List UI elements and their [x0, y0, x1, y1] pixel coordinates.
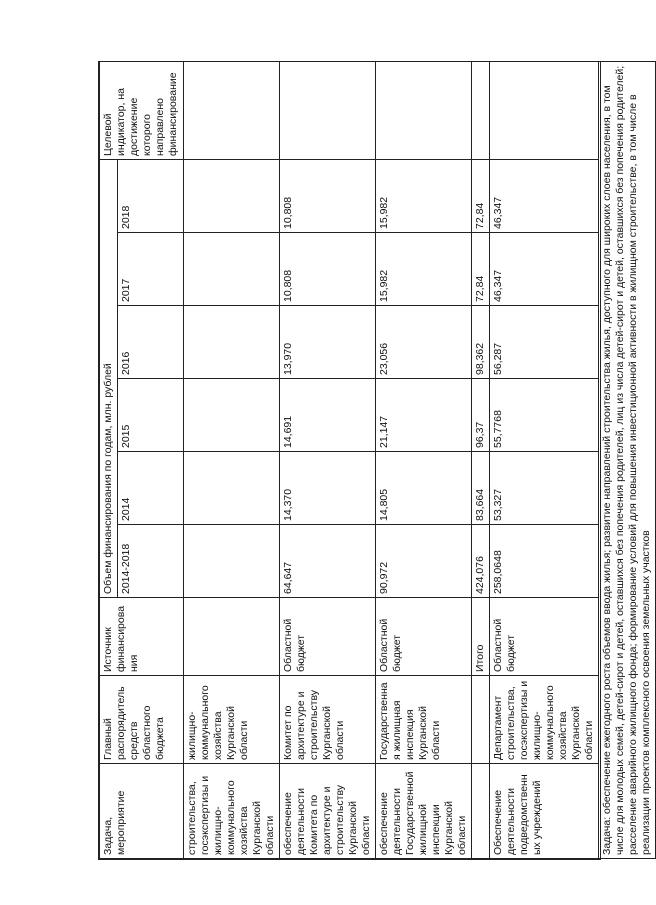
source-cell: Областной бюджет: [280, 598, 376, 676]
header-task: Задача, мероприятие: [100, 764, 184, 859]
value-cell: [184, 233, 280, 306]
task-note: Задача: обеспечение ежегодного роста объемов ввода жилья; развитие направлений строительства жилья, доступного для широких слоев населения, в том числе для молодых семей, детей-сирот и детей, оставшихся без попечения родителей, лиц из числа детей-сирот и детей, оставшихся без попечения родителей; расселение аварийного жилищного фонда; формирование условий для повышения инвестиционной активности в жилищном строительстве, в том числе в реализации проектов комплексного освоения земельных участков: [599, 61, 656, 858]
table-row: [490, 61, 599, 858]
value-cell: 46,347: [490, 159, 599, 232]
header-year: 2014-2018: [118, 525, 184, 598]
value-cell: 55,7768: [490, 379, 599, 452]
header-year: 2014: [118, 452, 184, 525]
table-row: [472, 61, 490, 858]
task-cell: строительства, госэкспертизы и жилищно-коммунального хозяйства Курганской области: [184, 764, 280, 859]
table-row: [280, 61, 376, 858]
header-volume: Объем финансирования по годам, млн. рублей: [100, 159, 118, 597]
source-cell: Итого: [472, 598, 490, 676]
header-year: 2017: [118, 233, 184, 306]
manager-cell: Комитет по архитектуре и строительству Курганской области: [280, 676, 376, 764]
manager-cell: Департамент строительства, госэкспертизы и жилищно-коммунального хозяйства Курганской области: [490, 676, 599, 764]
value-cell: [184, 525, 280, 598]
value-cell: [184, 379, 280, 452]
value-cell: 90,972: [376, 525, 472, 598]
manager-cell: [472, 676, 490, 764]
header-year: 2018: [118, 159, 184, 232]
value-cell: 21,147: [376, 379, 472, 452]
indicator-cell: [280, 61, 376, 159]
financing-table: [99, 61, 656, 859]
source-cell: Областной бюджет: [490, 598, 599, 676]
value-cell: 14,805: [376, 452, 472, 525]
value-cell: 72,84: [472, 233, 490, 306]
source-cell: Областной бюджет: [376, 598, 472, 676]
value-cell: 15,982: [376, 159, 472, 232]
table-row: [184, 61, 280, 858]
header-source: Источник финансирования: [100, 598, 184, 676]
task-cell: обеспечение деятельности Государственной жилищной инспекции Курганской области: [376, 764, 472, 859]
value-cell: 15,982: [376, 233, 472, 306]
value-cell: 46,347: [490, 233, 599, 306]
indicator-cell: [472, 61, 490, 159]
value-cell: 83,664: [472, 452, 490, 525]
task-cell: [472, 764, 490, 859]
header-year: 2016: [118, 306, 184, 379]
indicator-cell: [376, 61, 472, 159]
value-cell: 53,327: [490, 452, 599, 525]
rotated-content: [99, 62, 652, 859]
indicator-cell: [184, 61, 280, 159]
value-cell: 98,362: [472, 306, 490, 379]
value-cell: 64,647: [280, 525, 376, 598]
value-cell: [184, 306, 280, 379]
value-cell: 72,84: [472, 159, 490, 232]
value-cell: 13,970: [280, 306, 376, 379]
value-cell: 424,076: [472, 525, 490, 598]
table-row: [376, 61, 472, 858]
manager-cell: жилищно-коммунального хозяйства Курганской области: [184, 676, 280, 764]
rotated-table-frame: [98, 61, 652, 860]
task-cell: обеспечение деятельности Комитета по архитектуре и строительству Курганской области: [280, 764, 376, 859]
value-cell: 56,287: [490, 306, 599, 379]
task-cell: Обеспечение деятельности подведомственных учреждений: [490, 764, 599, 859]
value-cell: 23,056: [376, 306, 472, 379]
value-cell: [184, 452, 280, 525]
value-cell: 14,370: [280, 452, 376, 525]
value-cell: 258,0648: [490, 525, 599, 598]
value-cell: [184, 159, 280, 232]
value-cell: 10,808: [280, 159, 376, 232]
note-row: [599, 61, 656, 858]
indicator-cell: [490, 61, 599, 159]
value-cell: 10,808: [280, 233, 376, 306]
header-indicator: Целевой индикатор, на достижение которого направлено финансирование: [100, 61, 184, 159]
header-year: 2015: [118, 379, 184, 452]
header-manager: Главный распорядитель средств областного бюджета: [100, 676, 184, 764]
manager-cell: Государственная жилищная инспекция Курганской области: [376, 676, 472, 764]
source-cell: [184, 598, 280, 676]
value-cell: 96,37: [472, 379, 490, 452]
value-cell: 14,691: [280, 379, 376, 452]
